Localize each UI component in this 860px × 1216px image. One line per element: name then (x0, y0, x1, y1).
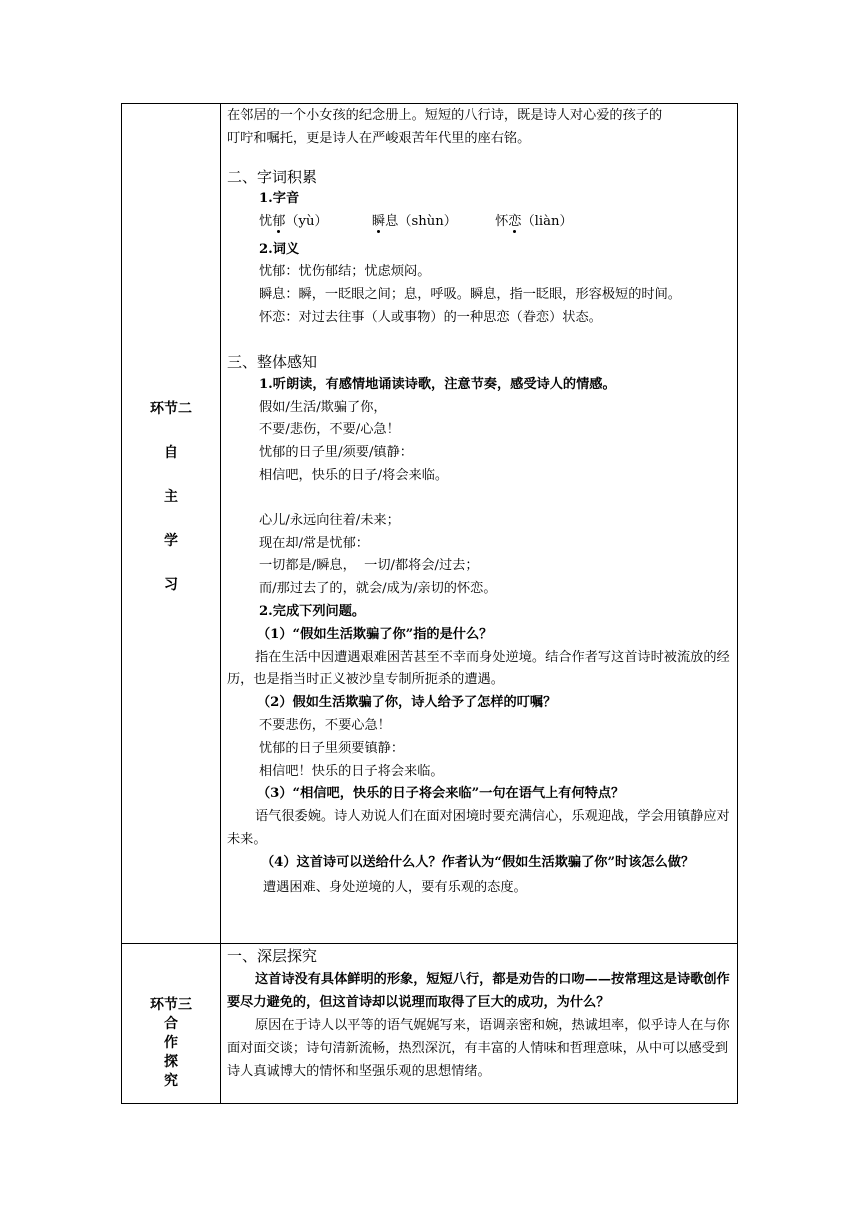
subheading-meaning: 2.词义 (259, 241, 300, 257)
question-reading: 1.听朗读，有感情地诵读诗歌，注意节奏，感受诗人的情感。 (259, 376, 616, 392)
answer-2-line: 相信吧！快乐的日子将会来临。 (259, 763, 444, 779)
meaning-line: 怀恋：对过去往事（人或事物）的一种思恋（眷恋）状态。 (259, 309, 602, 325)
answer-3: 语气很委婉。诗人劝说人们在面对困境时要充满信心，乐观迎战，学会用镇静应对未来。 (227, 809, 730, 847)
pronunciation-item: 忧郁（yù） (259, 213, 328, 229)
stage-char: 习 (164, 577, 178, 593)
stage-char: 作 (164, 1035, 178, 1051)
poem-line: 相信吧，快乐的日子/将会来临。 (259, 467, 449, 483)
section-row-cooperative-inquiry (122, 944, 738, 1104)
stage-char: 自 (164, 445, 178, 461)
question-1: （1）“假如生活欺骗了你”指的是什么？ (257, 626, 493, 642)
question-3: （3）“相信吧，快乐的日子将会来临”一句在语气上有何特点？ (257, 786, 625, 802)
pronunciation-line (227, 209, 732, 235)
answer-2-line: 不要悲伤，不要心急！ (259, 717, 391, 733)
poem-line: 假如/生活/欺骗了你， (259, 399, 387, 415)
self-study-content (221, 104, 737, 899)
content-cell (221, 944, 738, 1104)
stage-title: 环节二 (150, 401, 192, 417)
section-heading-overall: 三、整体感知 (227, 352, 318, 371)
poem-line: 忧郁的日子里/须要/镇静： (259, 445, 413, 461)
question-2: （2）假如生活欺骗了你，诗人给予了怎样的叮嘱？ (257, 695, 557, 711)
inquiry-question: 这首诗没有具体鲜明的形象，短短八行，都是劝告的口吻——按常理这是诗歌创作要尽力避免的，但这首诗却以说理而取得了巨大的成功，为什么？ (227, 972, 730, 1010)
stage-char: 探 (164, 1054, 178, 1070)
poem-line: 不要/悲伤，不要/心急！ (259, 422, 400, 438)
poem-line: 一切都是/瞬息， 一切/都将会/过去； (259, 558, 479, 574)
meaning-line: 忧郁：忧伤郁结；忧虑烦闷。 (259, 264, 431, 280)
question-4: （4）这首诗可以送给什么人？作者认为“假如生活欺骗了你”时该怎么做？ (261, 854, 695, 870)
content-cell (221, 104, 738, 944)
stage-char: 主 (164, 489, 178, 505)
answer-2-line: 忧郁的日子里须要镇静： (259, 740, 405, 756)
section-heading-deep-inquiry: 一、深层探究 (227, 947, 318, 965)
lesson-plan-table (121, 103, 738, 1104)
inquiry-answer: 原因在于诗人以平等的语气娓娓写来，语调亲密和婉，热诚坦率，似乎诗人在与你面对面交谈；诗句清新流畅，热烈深沉，有丰富的人情味和哲理意味，从中可以感受到诗人真诚博大的情怀和坚强乐观的思想情绪。 (227, 1018, 730, 1079)
answer-4: 遭遇困难、身处逆境的人，要有乐观的态度。 (263, 879, 527, 895)
stanza-gap (227, 488, 732, 510)
intro-line: 叮咛和嘱托，更是诗人在严峻艰苦年代里的座右铭。 (227, 130, 531, 146)
inquiry-content (221, 944, 737, 1083)
pronunciation-item: 怀恋（liàn） (495, 213, 573, 229)
stage-label (122, 104, 220, 596)
answer-1: 指在生活中因遭遇艰难困苦甚至不幸而身处逆境。结合作者写这首诗时被流放的经历，也是指当时正义被沙皇专制所扼杀的遭遇。 (227, 649, 730, 688)
poem-line: 心儿/永远向往着/未来； (259, 512, 400, 528)
stage-label-cell (122, 944, 221, 1104)
intro-line: 在邻居的一个小女孩的纪念册上。短短的八行诗，既是诗人对心爱的孩子的 (227, 108, 663, 123)
stage-char: 学 (164, 533, 178, 549)
stage-label-cell (122, 104, 221, 944)
stage-char: 合 (164, 1016, 178, 1032)
section-row-self-study (122, 104, 738, 944)
pronunciation-item: 瞬息（shùn） (371, 213, 457, 229)
subheading-pronunciation: 1.字音 (259, 190, 300, 206)
poem-line: 而/那过去了的，就会/成为/亲切的怀恋。 (259, 581, 497, 597)
stage-char: 究 (164, 1073, 178, 1089)
section-heading-vocabulary: 二、字词积累 (227, 167, 318, 186)
poem-line: 现在却/常是忧郁： (259, 535, 369, 551)
meaning-line: 瞬息：瞬，一眨眼之间；息，呼吸。瞬息，指一眨眼，形容极短的时间。 (259, 287, 681, 303)
stage-label (122, 944, 220, 1091)
stage-title: 环节三 (150, 997, 192, 1013)
question-tasks: 2.完成下列问题。 (259, 603, 366, 619)
